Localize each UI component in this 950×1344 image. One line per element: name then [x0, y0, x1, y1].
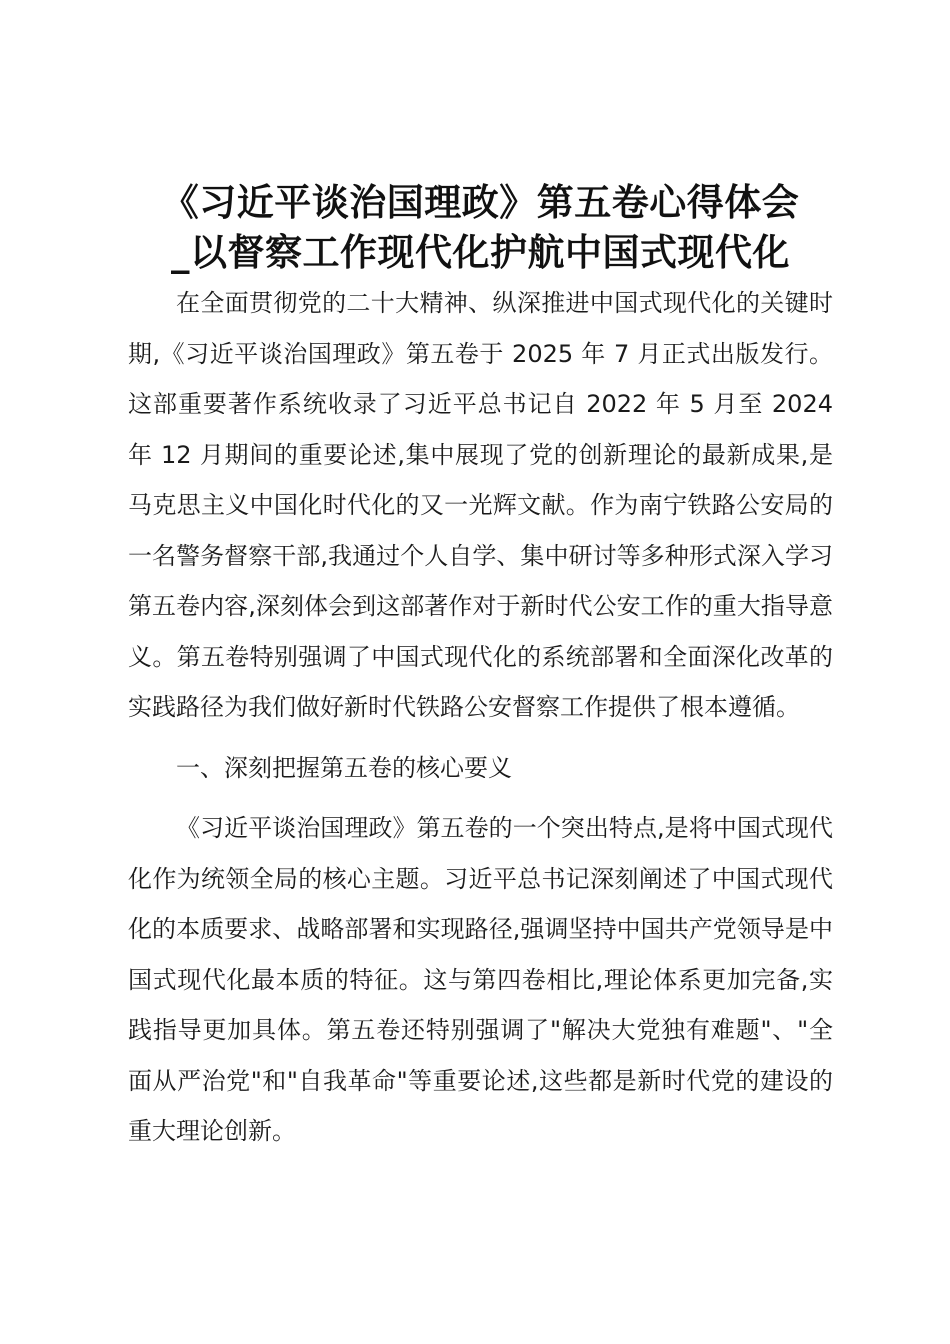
section-paragraph: 《习近平谈治国理政》第五卷的一个突出特点,是将中国式现代化作为统领全局的核心主题。习近平总书记深刻阐述了中国式现代化的本质要求、战略部署和实现路径,强调坚持中国共产党领导是中国式现代化最本质的特征。这与第四卷相比,理论体系更加完备,实践指导更加具体。第五卷还特别强调了"解决大党独有难题"、"全面从严治党"和"自我革命"等重要论述,这些都是新时代党的建设的重大理论创新。: [128, 814, 833, 1145]
section-heading: 一、深刻把握第五卷的核心要义: [176, 753, 512, 782]
intro-paragraph: 在全面贯彻党的二十大精神、纵深推进中国式现代化的关键时期,《习近平谈治国理政》第五卷于 2025 年 7 月正式出版发行。这部重要著作系统收录了习近平总书记自 2022 年 5 月至 2024 年 12 月期间的重要论述,集中展现了党的创新理论的最新成果,是马克思主义中国化时代化的又一光辉文献。作为南宁铁路公安局的一名警务督察干部,我通过个人自学、集中研讨等多种形式深入学习第五卷内容,深刻体会到这部著作对于新时代公安工作的重大指导意义。第五卷特别强调了中国式现代化的系统部署和全面深化改革的实践路径为我们做好新时代铁路公安督察工作提供了根本遵循。: [128, 289, 833, 721]
title-line-1: 《习近平谈治国理政》第五卷心得体会: [161, 181, 800, 224]
document-page: [128, 178, 833, 1157]
title-line-2: _以督察工作现代化护航中国式现代化: [171, 231, 790, 274]
document-title: [128, 178, 833, 278]
